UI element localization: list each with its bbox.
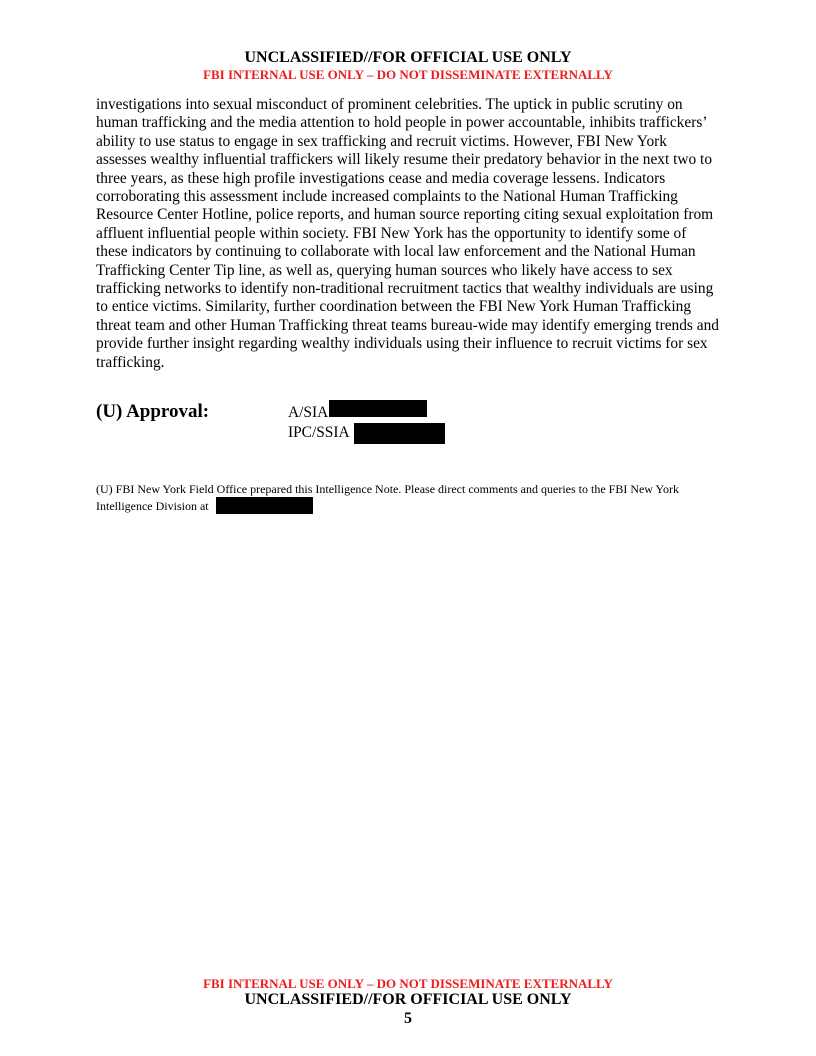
footer-dissemination-warning: FBI INTERNAL USE ONLY – DO NOT DISSEMINATE EXTERNALLY [203,976,613,991]
redaction-box [354,423,445,444]
approver-1 [288,404,427,422]
prepared-by-note [96,482,720,514]
approver-1-role: A/SIA [288,404,329,421]
redaction-box [329,400,427,417]
body-paragraph: investigations into sexual misconduct of prominent celebrities. The uptick in public scrutiny on human trafficking and the media attention to hold people in power accountable, inhibits traffickers’ ability to use status to engage in sex trafficking and recruit victims. However, FBI New York assesses wealthy influential traffickers will likely resume their predatory behavior in the next two to three years, as these high profile investigations cease and media coverage lessens. Indicators corroborating this assessment include increased complaints to the National Human Trafficking Resource Center Hotline, police reports, and human source reporting citing sexual exploitation from affluent influential people within society. FBI New York has the opportunity to identify some of these indicators by continuing to collaborate with local law enforcement and the National Human Trafficking Center Tip line, as well as, querying human sources who likely have access to sex trafficking networks to identify non-traditional recruitment tactics that wealthy individuals are using to entice victims. Similarity, further coordination between the FBI New York Human Trafficking threat team and other Human Trafficking threat teams bureau-wide may identify emerging trends and provide further insight regarding wealthy individuals using their influence to recruit victims for sex trafficking. [96,96,719,371]
approval-block [96,400,720,446]
page-header [0,49,816,82]
header-classification-marking: UNCLASSIFIED//FOR OFFICIAL USE ONLY [244,49,572,66]
page-number: 5 [404,1010,412,1027]
footer-classification-marking: UNCLASSIFIED//FOR OFFICIAL USE ONLY [244,991,572,1008]
redaction-box [216,497,313,514]
approval-title: (U) Approval: [96,401,210,422]
prepared-by-note-text: (U) FBI New York Field Office prepared this Intelligence Note. Please direct comments and queries to the FBI New York Intelligence Division at [96,482,679,513]
page-footer [0,976,816,1029]
approver-2-role: IPC/SSIA [288,424,350,441]
header-dissemination-warning: FBI INTERNAL USE ONLY – DO NOT DISSEMINATE EXTERNALLY [203,67,613,82]
approver-2 [288,424,445,444]
